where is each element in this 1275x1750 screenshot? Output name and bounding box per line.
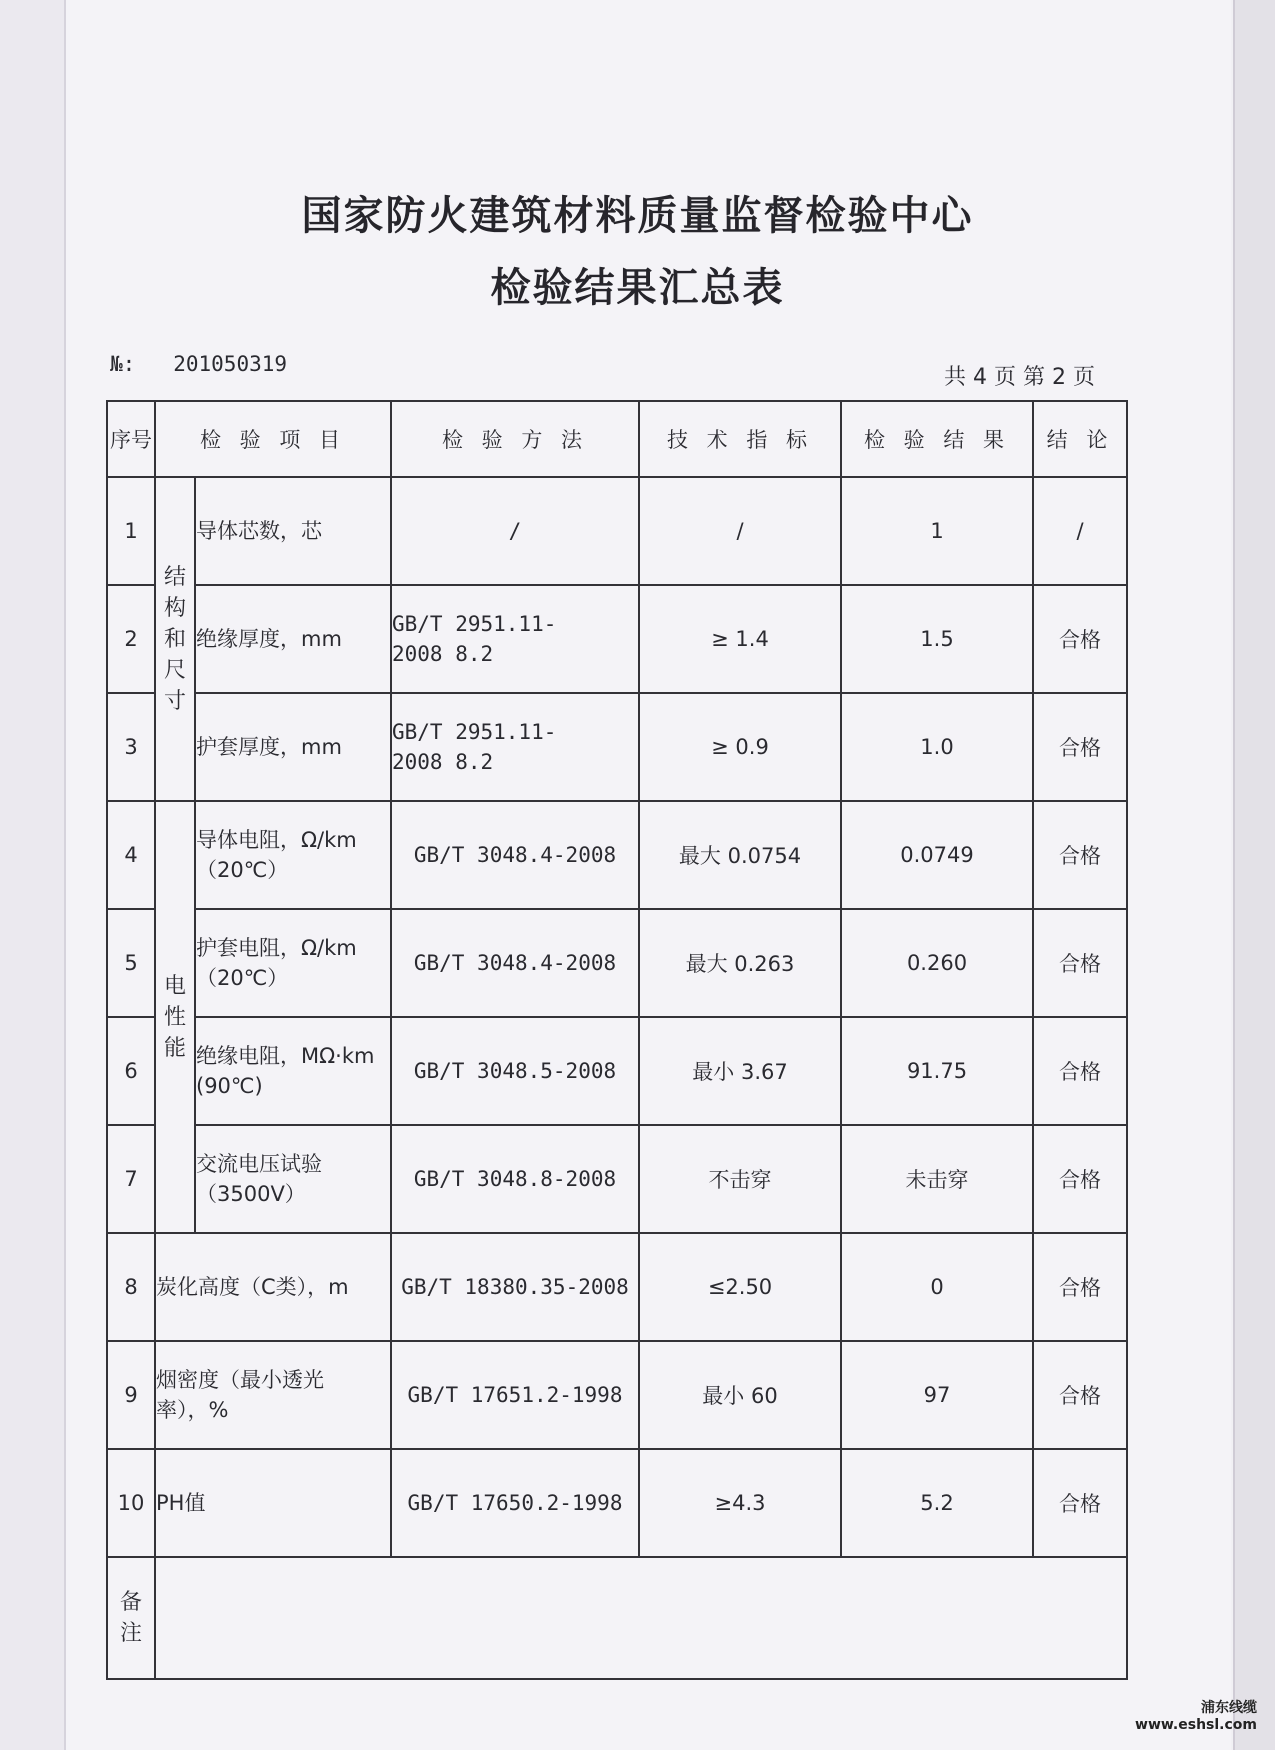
row-result: 5.2 [841,1449,1033,1557]
header-result: 检 验 结 果 [841,401,1033,477]
row-item: 导体芯数，芯 [195,477,391,585]
row-seq: 7 [107,1125,155,1233]
row-method: GB/T 17651.2-1998 [391,1341,639,1449]
row-item: 绝缘电阻，MΩ·km (90℃) [195,1017,391,1125]
row-conclusion: 合格 [1033,1125,1127,1233]
row-result: 0.260 [841,909,1033,1017]
row-seq: 1 [107,477,155,585]
table-row [107,1017,1127,1125]
row-spec: ≤2.50 [639,1233,841,1341]
row-method: GB/T 3048.8-2008 [391,1125,639,1233]
row-method: / [391,477,639,585]
row-conclusion: / [1033,477,1127,585]
row-method: GB/T 18380.35-2008 [391,1233,639,1341]
table-row [107,477,1127,585]
row-conclusion: 合格 [1033,1341,1127,1449]
row-result: 91.75 [841,1017,1033,1125]
row-conclusion: 合格 [1033,1233,1127,1341]
row-spec: 最大 0.0754 [639,801,841,909]
row-item: 交流电压试验（3500V） [195,1125,391,1233]
row-item: 炭化高度（C类），m [155,1233,391,1341]
table-row [107,1233,1127,1341]
row-seq: 10 [107,1449,155,1557]
group-label-structure: 结构和尺寸 [155,477,195,801]
table-row [107,585,1127,693]
row-result: 1.5 [841,585,1033,693]
row-method: GB/T 2951.11-2008 8.2 [391,693,639,801]
table-row [107,1125,1127,1233]
row-conclusion: 合格 [1033,801,1127,909]
header-seq: 序号 [107,401,155,477]
document-subtitle: 检验结果汇总表 [490,265,785,311]
row-spec: 不击穿 [639,1125,841,1233]
row-conclusion: 合格 [1033,693,1127,801]
table-header-row [107,401,1127,477]
row-item: 护套厚度，mm [195,693,391,801]
table-row [107,909,1127,1017]
row-spec: ≥ 0.9 [639,693,841,801]
watermark-brand: 浦东线缆 [1201,1700,1257,1716]
remarks-label: 备注 [107,1557,155,1679]
row-item: 烟密度（最小透光率），% [155,1341,391,1449]
row-spec: ≥ 1.4 [639,585,841,693]
doc-number-label: №: [110,352,136,376]
row-conclusion: 合格 [1033,1017,1127,1125]
row-seq: 8 [107,1233,155,1341]
row-spec: 最大 0.263 [639,909,841,1017]
row-seq: 2 [107,585,155,693]
header-conclusion: 结 论 [1033,401,1127,477]
header-spec: 技 术 指 标 [639,401,841,477]
row-method: GB/T 3048.4-2008 [391,801,639,909]
header-item: 检 验 项 目 [155,401,391,477]
doc-number-value: 201050319 [173,352,288,376]
row-seq: 3 [107,693,155,801]
table-row [107,1341,1127,1449]
row-method: GB/T 17650.2-1998 [391,1449,639,1557]
row-conclusion: 合格 [1033,909,1127,1017]
header-method: 检 验 方 法 [391,401,639,477]
row-conclusion: 合格 [1033,1449,1127,1557]
row-method: GB/T 2951.11-2008 8.2 [391,585,639,693]
doc-number [110,352,287,376]
row-item: 护套电阻，Ω/km（20℃） [195,909,391,1017]
row-result: 0.0749 [841,801,1033,909]
row-spec: / [639,477,841,585]
page-info: 共 4 页 第 2 页 [944,365,1095,390]
row-item: 绝缘厚度，mm [195,585,391,693]
row-method: GB/T 3048.4-2008 [391,909,639,1017]
table-row [107,1449,1127,1557]
row-result: 未击穿 [841,1125,1033,1233]
remarks-row [107,1557,1127,1679]
row-seq: 5 [107,909,155,1017]
table-row [107,693,1127,801]
row-result: 1.0 [841,693,1033,801]
watermark [1135,1700,1257,1734]
row-seq: 9 [107,1341,155,1449]
row-conclusion: 合格 [1033,585,1127,693]
row-spec: 最小 60 [639,1341,841,1449]
row-result: 97 [841,1341,1033,1449]
row-seq: 6 [107,1017,155,1125]
table-row [107,801,1127,909]
row-spec: ≥4.3 [639,1449,841,1557]
row-result: 1 [841,477,1033,585]
document-title: 国家防火建筑材料质量监督检验中心 [301,193,974,239]
row-item: PH值 [155,1449,391,1557]
row-item: 导体电阻，Ω/km（20℃） [195,801,391,909]
results-table [106,400,1128,1680]
row-method: GB/T 3048.5-2008 [391,1017,639,1125]
remarks-value [155,1557,1127,1679]
row-spec: 最小 3.67 [639,1017,841,1125]
watermark-url: www.eshsl.com [1135,1717,1257,1733]
row-seq: 4 [107,801,155,909]
row-result: 0 [841,1233,1033,1341]
group-label-electrical: 电性能 [155,801,195,1233]
